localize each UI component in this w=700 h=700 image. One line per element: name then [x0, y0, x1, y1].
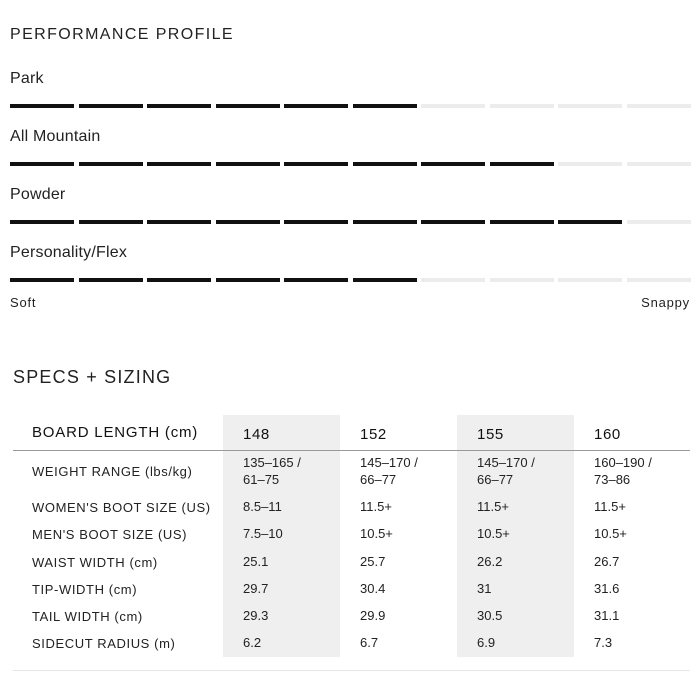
- spec-cell-line: 25.1: [243, 554, 269, 569]
- spec-cell: [243, 454, 301, 488]
- shaded-column: [457, 415, 574, 657]
- profile-row-label: All Mountain: [10, 128, 101, 145]
- table-bottom-divider: [13, 670, 690, 671]
- spec-cell-line: 6.7: [360, 635, 379, 650]
- spec-cell: [243, 580, 268, 597]
- spec-cell: [477, 553, 502, 570]
- spec-cell-line: 7.3: [594, 635, 613, 650]
- size-header: 152: [360, 426, 387, 443]
- spec-cell-line: 66–77: [360, 472, 397, 487]
- spec-cell-line: 6.2: [243, 635, 262, 650]
- spec-cell: [477, 580, 491, 597]
- spec-cell: [594, 634, 612, 651]
- header-divider: [13, 450, 690, 451]
- spec-cell-line: 31.1: [594, 608, 620, 623]
- size-header: 148: [243, 426, 270, 443]
- spec-cell-line: 26.2: [477, 554, 503, 569]
- spec-cell-line: 31: [477, 581, 492, 596]
- spec-cell-line: 145–170 /: [477, 455, 535, 470]
- spec-cell: [360, 553, 385, 570]
- profile-row-label: Personality/Flex: [10, 244, 128, 261]
- spec-cell-line: 30.5: [477, 608, 503, 623]
- spec-cell-line: 66–77: [477, 472, 514, 487]
- spec-cell: [360, 634, 378, 651]
- spec-cell-line: 135–165 /: [243, 455, 301, 470]
- size-header: 160: [594, 426, 621, 443]
- spec-cell-line: 10.5+: [477, 526, 510, 541]
- spec-cell: [594, 580, 619, 597]
- scale-min-label: Soft: [10, 295, 37, 310]
- spec-cell-line: 73–86: [594, 472, 631, 487]
- spec-row-label: TAIL WIDTH (cm): [32, 609, 143, 624]
- spec-cell-line: 8.5–11: [243, 499, 282, 514]
- spec-row-label: MEN'S BOOT SIZE (US): [32, 527, 188, 542]
- spec-cell-line: 11.5+: [360, 499, 392, 514]
- spec-cell-line: 30.4: [360, 581, 386, 596]
- spec-cell: [477, 607, 502, 624]
- scale-max-label: Snappy: [641, 295, 690, 310]
- spec-cell: [243, 607, 268, 624]
- spec-cell: [360, 525, 393, 542]
- spec-cell: [360, 580, 385, 597]
- spec-cell-line: 26.7: [594, 554, 620, 569]
- spec-cell-line: 29.7: [243, 581, 269, 596]
- profile-row-label: Park: [10, 70, 44, 87]
- spec-cell-line: 160–190 /: [594, 455, 652, 470]
- spec-cell: [360, 498, 392, 515]
- spec-cell: [243, 498, 282, 515]
- spec-cell: [243, 553, 268, 570]
- spec-cell: [477, 634, 495, 651]
- spec-cell: [594, 454, 652, 488]
- spec-cell-line: 11.5+: [594, 499, 626, 514]
- spec-cell-line: 10.5+: [360, 526, 393, 541]
- spec-cell-line: 11.5+: [477, 499, 509, 514]
- profile-row-label: Powder: [10, 186, 66, 203]
- spec-cell-line: 31.6: [594, 581, 620, 596]
- spec-cell: [477, 454, 535, 488]
- spec-cell-line: 10.5+: [594, 526, 627, 541]
- spec-cell-line: 29.3: [243, 608, 269, 623]
- spec-cell-line: 145–170 /: [360, 455, 418, 470]
- spec-cell-line: 7.5–10: [243, 526, 283, 541]
- spec-cell: [477, 498, 509, 515]
- spec-cell-line: 6.9: [477, 635, 496, 650]
- spec-cell-line: 29.9: [360, 608, 386, 623]
- specs-title: SPECS + SIZING: [13, 367, 172, 387]
- spec-row-label: SIDECUT RADIUS (m): [32, 636, 176, 651]
- spec-cell: [594, 553, 619, 570]
- spec-cell: [360, 454, 418, 488]
- spec-cell: [594, 525, 627, 542]
- spec-cell: [360, 607, 385, 624]
- size-header: 155: [477, 426, 504, 443]
- board-length-header: BOARD LENGTH (cm): [32, 424, 199, 441]
- spec-row-label: WEIGHT RANGE (lbs/kg): [32, 464, 193, 479]
- spec-cell-line: 25.7: [360, 554, 386, 569]
- spec-cell: [594, 498, 626, 515]
- spec-cell: [243, 525, 283, 542]
- spec-row-label: WOMEN'S BOOT SIZE (US): [32, 500, 211, 515]
- spec-cell: [477, 525, 510, 542]
- spec-row-label: TIP-WIDTH (cm): [32, 582, 138, 597]
- spec-cell: [243, 634, 261, 651]
- spec-cell-line: 61–75: [243, 472, 280, 487]
- spec-cell: [594, 607, 619, 624]
- spec-row-label: WAIST WIDTH (cm): [32, 555, 158, 570]
- performance-profile-title: PERFORMANCE PROFILE: [10, 26, 234, 43]
